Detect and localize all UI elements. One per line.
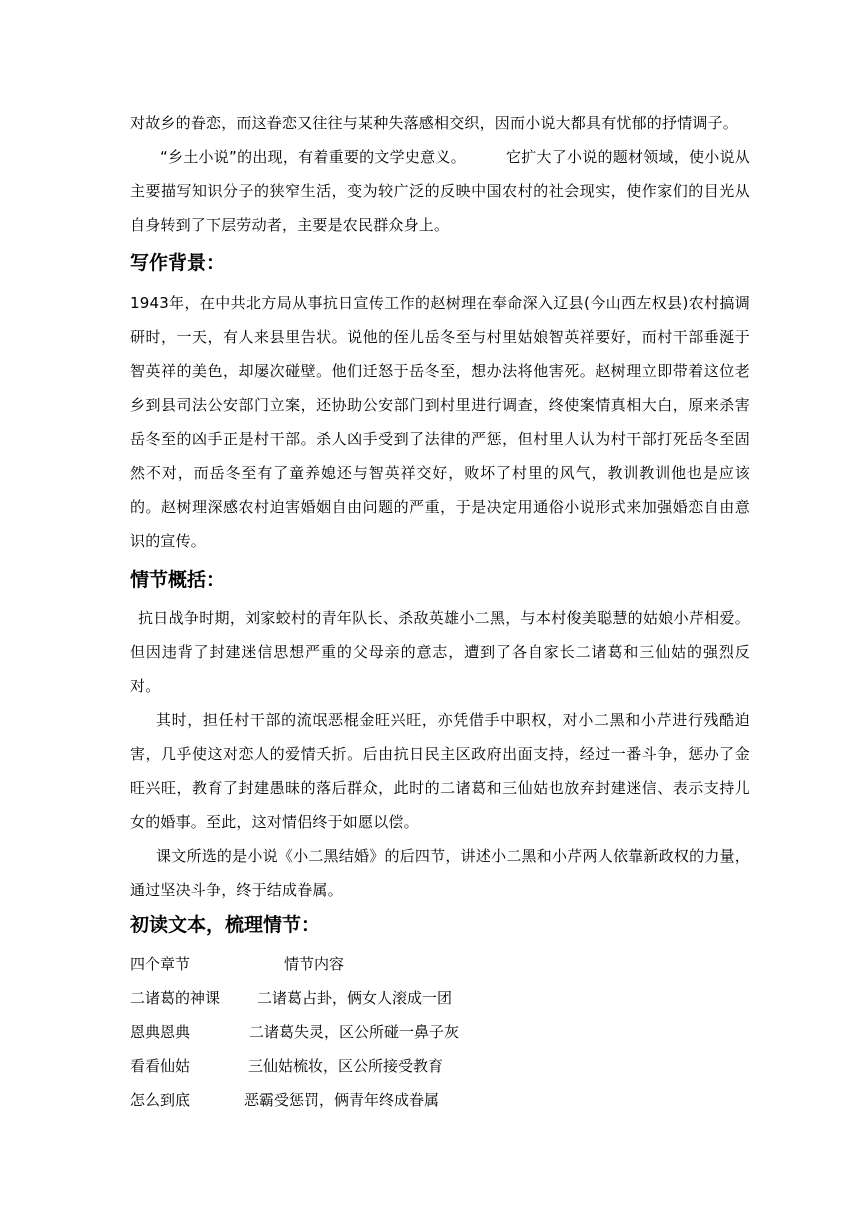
- chapter-plot: 二诸葛失灵，区公所碰一鼻子灰: [249, 1023, 460, 1041]
- background-section: [130, 248, 750, 278]
- table-row: [130, 1083, 750, 1117]
- column-header-chapters: 四个章节: [130, 955, 191, 973]
- column-header-plot: 情节内容: [284, 955, 345, 973]
- background-paragraph: 1943年，在中共北方局从事抗日宣传工作的赵树理在奉命深入辽县(今山西左权县)农村搞调研时，一天，有人来县里告状。说他的侄儿岳冬至与村里姑娘智英祥要好，而村干部垂涎于智英祥的美色，却屡次碰壁。他们迁怒于岳冬至，想办法将他害死。赵树理立即带着这位老乡到县司法公安部门立案，还协助公安部门到村里进行调查，终使案情真相大白，原来杀害岳冬至的凶手正是村干部。杀人凶手受到了法律的严惩，但村里人认为村干部打死岳冬至固然不对，而岳冬至有了童养媳还与智英祥交好，败坏了村里的风气，教训教训他也是应该的。赵树理深感农村迫害婚姻自由问题的严重，于是决定用通俗小说形式来加强婚恋自由意识的宣传。: [130, 294, 750, 550]
- significance-lead: “乡土小说”的出现，有着重要的文学史意义。: [160, 148, 466, 166]
- background-body: [130, 286, 750, 558]
- table-header-row: [130, 947, 750, 981]
- plot-paragraph-2: 其时，担任村干部的流氓恶棍金旺兴旺，亦凭借手中职权，对小二黑和小芹进行残酷迫害，几乎使这对恋人的爱情夭折。后由抗日民主区政府出面支持，经过一番斗争，惩办了金旺兴旺，教育了封建愚昧的落后群众，此时的二诸葛和三仙姑也放弃封建迷信、表示支持儿女的婚事。至此，这对情侣终于如愿以偿。: [130, 711, 750, 831]
- plot-paragraph-3: 课文所选的是小说《小二黑结婚》的后四节，讲述小二黑和小芹两人依靠新政权的力量，通过坚决斗争，终于结成眷属。: [130, 847, 750, 899]
- reading-section: [130, 910, 750, 940]
- background-heading: 写作背景：: [130, 252, 226, 274]
- chapter-name: 看看仙姑: [130, 1057, 191, 1075]
- significance-body: 它扩大了小说的题材领域，使小说从主要描写知识分子的狭窄生活，变为较广泛的反映中国农村的社会现实，使作家们的目光从自身转到了下层劳动者，主要是农民群众身上。: [130, 148, 750, 234]
- table-row: [130, 1049, 750, 1083]
- table-row: [130, 981, 750, 1015]
- chapter-table: [130, 947, 750, 1117]
- plot-body: [130, 601, 750, 907]
- literary-significance-paragraph: [130, 140, 750, 242]
- chapter-plot: 三仙姑梳妆，区公所接受教育: [248, 1057, 444, 1075]
- chapter-name: 二诸葛的神课: [130, 989, 221, 1007]
- reading-heading: 初读文本，梳理情节：: [130, 914, 321, 936]
- chapter-name: 怎么到底: [130, 1091, 191, 1109]
- intro-section: [130, 106, 750, 242]
- intro-line: 对故乡的眷恋，而这眷恋又往往与某种失落感相交织，因而小说大都具有忧郁的抒情调子。: [130, 114, 739, 132]
- plot-section: [130, 565, 750, 595]
- plot-heading: 情节概括：: [130, 569, 226, 591]
- table-row: [130, 1015, 750, 1049]
- chapter-name: 恩典恩典: [130, 1023, 191, 1041]
- chapter-plot: 恶霸受惩罚，俩青年终成眷属: [244, 1091, 440, 1109]
- plot-paragraph-1: 抗日战争时期，刘家蛟村的青年队长、杀敌英雄小二黑，与本村俊美聪慧的姑娘小芹相爱。但因违背了封建迷信思想严重的父母亲的意志，遭到了各自家长二诸葛和三仙姑的强烈反对。: [130, 609, 750, 695]
- chapter-plot: 二诸葛占卦，俩女人滚成一团: [257, 989, 453, 1007]
